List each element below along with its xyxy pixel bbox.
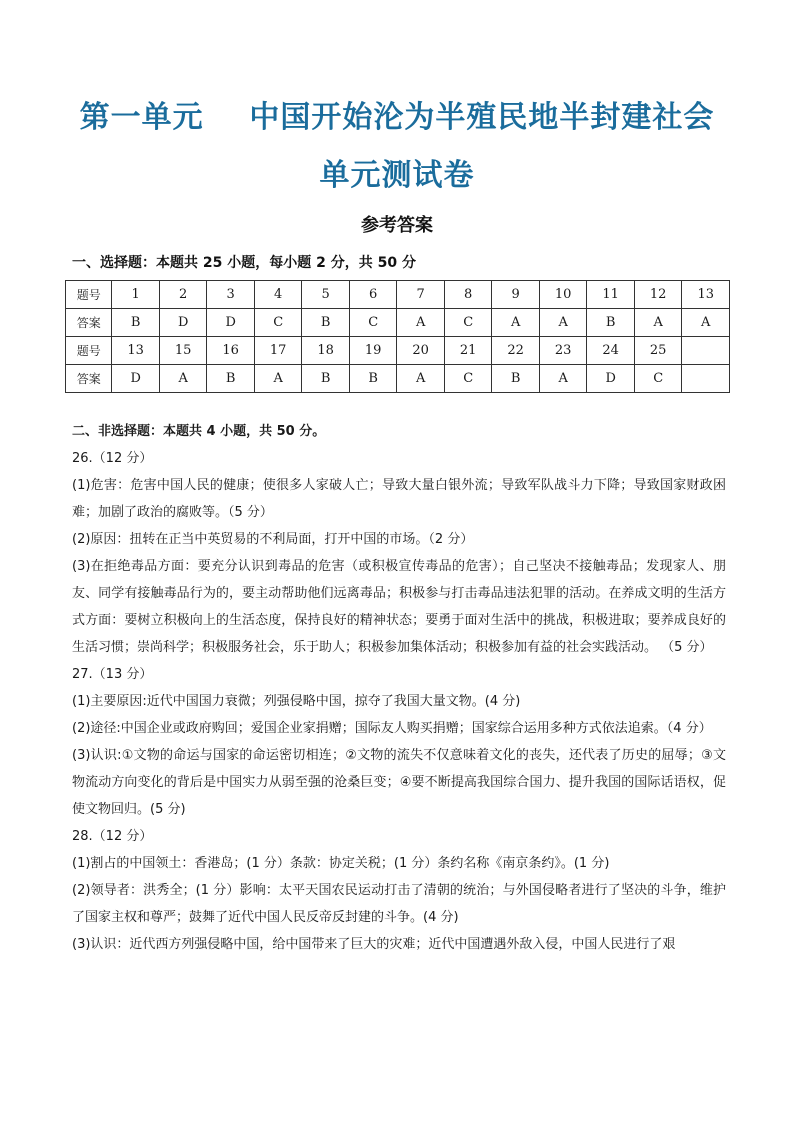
- table-cell: B: [587, 309, 635, 337]
- q27-answer-2: (2)途径:中国企业或政府购回；爱国企业家捐赠；国际友人购买捐赠；国家综合运用多种方式依法追索。（4 分）: [72, 721, 712, 736]
- table-row-numbers-1: [66, 281, 730, 309]
- table-cell: 15: [159, 337, 207, 365]
- table-cell: C: [349, 309, 397, 337]
- table-cell: 13: [112, 337, 160, 365]
- q26-answer-2: (2)原因：扭转在正当中英贸易的不利局面，打开中国的市场。（2 分）: [72, 532, 474, 547]
- table-cell: C: [444, 365, 492, 393]
- table-row-answers-1: [66, 309, 730, 337]
- row-label-question: 题号: [66, 281, 112, 309]
- table-cell: B: [302, 309, 350, 337]
- table-cell: A: [539, 309, 587, 337]
- answer-key-heading: 参考答案: [361, 215, 433, 236]
- row-label-question: 题号: [66, 337, 112, 365]
- table-cell: C: [254, 309, 302, 337]
- table-cell: C: [634, 365, 682, 393]
- table-cell: B: [302, 365, 350, 393]
- table-cell: 7: [397, 281, 445, 309]
- table-cell: B: [349, 365, 397, 393]
- table-cell: A: [492, 309, 540, 337]
- q26-header: 26.（12 分）: [72, 451, 153, 466]
- q28-answer-2: (2)领导者：洪秀全；(1 分）影响：太平天国农民运动打击了清朝的统治；与外国侵略者进行了坚决的斗争，维护了国家主权和尊严；鼓舞了近代中国人民反帝反封建的斗争。(4 分): [72, 883, 726, 925]
- table-cell: 1: [112, 281, 160, 309]
- table-cell: D: [112, 365, 160, 393]
- table-cell: 22: [492, 337, 540, 365]
- q28-header: 28.（12 分）: [72, 829, 153, 844]
- q27-answer-1: (1)主要原因:近代中国国力衰微；列强侵略中国，掠夺了我国大量文物。(4 分): [72, 694, 521, 709]
- table-cell: 21: [444, 337, 492, 365]
- document-subtitle-test: 单元测试卷: [319, 158, 475, 193]
- q27-answer-3: (3)认识:①文物的命运与国家的命运密切相连；②文物的流失不仅意味着文化的丧失，还代表了历史的屈辱；③文物流动方向变化的背后是中国实力从弱至强的沧桑巨变；④要不断提高我国综合国力、提升我国的国际话语权，促使文物回归。(5 分): [72, 748, 726, 817]
- table-cell: 20: [397, 337, 445, 365]
- table-cell: 17: [254, 337, 302, 365]
- table-cell: 8: [444, 281, 492, 309]
- table-cell: 2: [159, 281, 207, 309]
- table-cell: D: [207, 309, 255, 337]
- table-cell: 24: [587, 337, 635, 365]
- document-title: 第一单元 中国开始沦为半殖民地半封建社会: [79, 100, 715, 135]
- table-cell: 12: [634, 281, 682, 309]
- row-label-answer: 答案: [66, 365, 112, 393]
- answer-table: [65, 280, 730, 393]
- table-cell: 18: [302, 337, 350, 365]
- table-cell: [682, 365, 730, 393]
- table-cell: 3: [207, 281, 255, 309]
- table-cell: A: [254, 365, 302, 393]
- table-cell: 5: [302, 281, 350, 309]
- table-cell: B: [492, 365, 540, 393]
- table-cell: 13: [682, 281, 730, 309]
- table-cell: 9: [492, 281, 540, 309]
- q27-header: 27.（13 分）: [72, 667, 153, 682]
- table-cell: A: [539, 365, 587, 393]
- table-cell: 25: [634, 337, 682, 365]
- table-cell: 16: [207, 337, 255, 365]
- table-cell: [682, 337, 730, 365]
- table-cell: 10: [539, 281, 587, 309]
- table-cell: A: [397, 309, 445, 337]
- table-cell: A: [682, 309, 730, 337]
- table-cell: A: [634, 309, 682, 337]
- q26-answer-3: (3)在拒绝毒品方面：要充分认识到毒品的危害（或积极宣传毒品的危害）；自己坚决不接触毒品；发现家人、朋友、同学有接触毒品行为的，要主动帮助他们远离毒品；积极参与打击毒品违法犯罪的活动。在养成文明的生活方式方面：要树立积极向上的生活态度，保持良好的精神状态；要勇于面对生活中的挑战，积极进取；要养成良好的生活习惯；崇尚科学；积极服务社会，乐于助人；积极参加集体活动；积极参加有益的社会实践活动。 （5 分）: [72, 559, 726, 655]
- q28-answer-1: (1)割占的中国领土：香港岛；(1 分）条款：协定关税；(1 分）条约名称《南京条约》。(1 分): [72, 856, 610, 871]
- section1-heading: 一、选择题：本题共 25 小题，每小题 2 分，共 50 分: [72, 255, 416, 271]
- table-cell: D: [159, 309, 207, 337]
- table-cell: 23: [539, 337, 587, 365]
- table-row-numbers-2: [66, 337, 730, 365]
- non-choice-answers: [72, 418, 726, 958]
- table-cell: 4: [254, 281, 302, 309]
- q26-answer-1: (1)危害：危害中国人民的健康；使很多人家破人亡；导致大量白银外流；导致军队战斗力下降；导致国家财政困难；加剧了政治的腐败等。（5 分）: [72, 478, 726, 520]
- table-cell: B: [112, 309, 160, 337]
- section2-heading: 二、非选择题：本题共 4 小题，共 50 分。: [72, 424, 326, 439]
- q28-answer-3: (3)认识：近代西方列强侵略中国，给中国带来了巨大的灾难；近代中国遭遇外敌入侵，中国人民进行了艰: [72, 937, 676, 952]
- row-label-answer: 答案: [66, 309, 112, 337]
- table-cell: 11: [587, 281, 635, 309]
- table-cell: B: [207, 365, 255, 393]
- table-cell: D: [587, 365, 635, 393]
- table-cell: A: [159, 365, 207, 393]
- table-cell: 19: [349, 337, 397, 365]
- table-cell: C: [444, 309, 492, 337]
- table-cell: 6: [349, 281, 397, 309]
- table-cell: A: [397, 365, 445, 393]
- table-row-answers-2: [66, 365, 730, 393]
